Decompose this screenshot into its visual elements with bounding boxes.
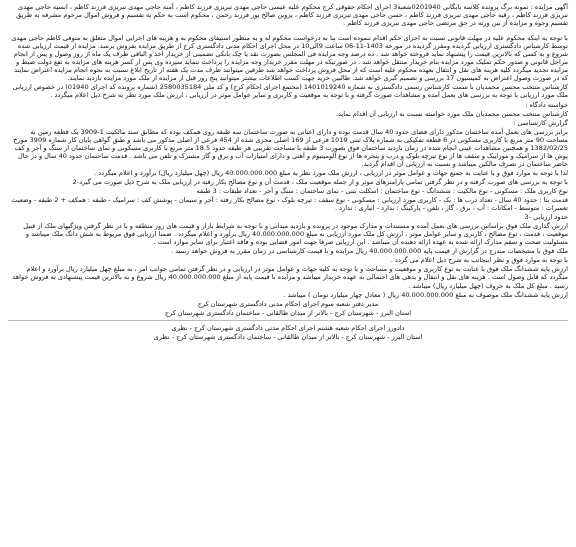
section-4-paragraph-2: ارزش پایه ششدانگ ملک موصوف به مبلغ 40.000.000.000 ریال ( معادل چهار میلیارد تومان ) میباشد . <box>283 290 568 299</box>
body-paragraph-7: لذا با توجه به موارد فوق و با عنایت به جمیع جهات و عوامل موثر در ارزیابی ، ارزش ملک مورد نظر به مبلغ 40.000.000.000 ریال (چهل میلیارد ریال) برآورد و اعلام میگردد . <box>94 168 568 177</box>
section-3-paragraph-3: با توجه به موارد فوق و نظر اینجانب به شرح ذیل اعلام می گردد . <box>390 256 568 265</box>
body-paragraph-1: با توجه به اینکه محکوم علیه در مهلت قانونی نسبت به اجرای حکم اقدام ننموده است بنا به درخواست محکوم له و به منظور استیفای محکوم به و هزینه های اجرایی اموال متعلق به متوفی کاظم حاجی مهدی توسط کارشناس دادگستری ارزیابی گردیده ومقرر گردیده در مورخه 1403-11-06 ساعت 9الی10 در محل اجرای احکام مدنی دادگستری کرج از طریق مزایده بفروش برسد. مزایده از قیمت ارزیابی شده شروع و به کسی که بالاترین قیمت را پیشنهاد نماید فروخته خواهد شد . ده درصد وجه مزایده فی المجلس بصورت نقد یا چک بانکی تضمینی از خریدار اخذ و الباقی ظرف یک ماه از روز وصول و پس از انجام مراحل قانونی و صدور حکم تملیک مورد مزایده بنام خریدار منتقل خواهد شد . در صورتیکه در مهلت مقرر خریدار وجه مزایده را پرداخت ننماید سپرده وی پس از کسر هزینه های مزایده به نفع دولت ضبط و مزایده تجدید میگردد کلیه هزینه های نقل و انتقال بعهده محکوم علیه است که از محل فروش پرداخت خواهد شد طرفین میتوانند ظرف مدت یک هفته از تاریخ ابلاغ نسبت به نحوه انجام مزایده اعتراض نمایند که در صورت وصول اعتراض به کمیسیون 17 بررسی و تصمیم گیری خواهد شد. طالبین خرید جهت کسب اطلاعات بیشتر میتوانند پنج روز قبل از مزایده از ملک مورد مزایده بازدید نمایند. <box>11 34 568 83</box>
section-3-title: حدود ارزیابی -3 <box>524 213 568 222</box>
section-4-paragraph-1: ارزش پایه ششدانگ ملک فوق با عنایت به نوع کاربری و موقعیت و مساحت و با توجه به کلیه جهات و عوامل موثر در ارزیابی و در نظر گرفتن تمامی جوانب امر ، به مبلغ چهل میلیارد ریال برآورد و اعلام میگردد که قابل وصول است . هزینه های نقل و انتقال و بدهی های احتمالی به عهده خریدار میباشد و مزایده با قیمت پایه از مبلغ 40.000.000.000 ریال شروع و به بالاترین قیمت پیشنهادی به فروش خواهد رسید . مبلغ کل ملک به حروف (چهل میلیارد ریال) میباشد . <box>12 265 568 290</box>
section-3-paragraph-1: ارزش گذاری ملک فوق براساس بررسی های بعمل آمده و مستندات و مدارک موجود در پرونده و بازدید میدانی و با توجه به شرایط بازار و قیمت های روز منطقه و با در نظر گرفتن ویژگیهای ملک از قبیل موقعیت ، قدمت ، نوع مصالح ، کاربری و سایر عوامل موثر ، ارزش کل ملک مورد ارزیابی به مبلغ 40.000.000.000 ریال برآورد و اعلام میگردد . ضمنا ارزیابی فوق مربوط به شش دانگ ملک میباشد و مسئولیت صحت و سقم مدارک ارائه شده به عهده ارائه دهنده آن میباشد . این ارزیابی صرفا جهت امور قضایی بوده و فاقد اعتبار برای سایر موارد است . <box>23 222 568 247</box>
divider <box>8 320 568 321</box>
section-3-paragraph-2: ملک فوق با مشخصات مندرج در گزارش از قیمت پایه 40.000.000.000 ریال مزایده و با قیمت کارشناسی در زمان مقرر به فروش خواهد رسید . <box>171 247 568 256</box>
footer-address: استان البرز - شهرستان کرج - بالاتر از میدان طالقانی - ساختمان دادگستری شهرستان کرج - نظری <box>153 332 423 341</box>
address-line-1: استان البرز - شهرستان کرج - بالاتر از میدان طالقانی - ساختمان دادگستری شهرستان کرج <box>164 308 412 317</box>
expert-report-heading: گزارش کارشناسی : <box>513 118 568 127</box>
body-paragraph-8: با توجه به بررسی های صورت گرفته و در نظر گرفتن تمامی پارامترهای موثر و از جمله موقعیت ملک ، قدمت آن و نوع مصالح بکار رفته در ارزیابی ملک به شرح ذیل صورت می گیرد-2 <box>72 177 568 186</box>
footer-signature: دادورز اجرای احکام شعبه هشتم اجرای احکام مدنی دادگستری شهرستان کرج - نظری <box>171 323 405 332</box>
property-specs-2: قدمت بنا : حدود 40 سال - تعداد درب ها : یک - کاربری مورد ارزیابی : مسکونی - نوع سقف : تیرچه بلوک - نوع مصالح بکار رفته : آجر و سیمان - پوشش کف : سرامیک - طبقه : همکف + 2 طبقه - وضعیت تعمیرات : متوسط - امکانات : آب ، برق ، گاز ، تلفن - پارکینگ : ندارد - انباری : ندارد . <box>11 196 568 213</box>
body-paragraph-2: کارشناس منتخب محسن محمدیان با سمت کارشناس رسمی دادگستری به شماره 1401019240 (مجتمع اجرای احکام کرج) و کد ملی 2580035184 (شماره پرونده کد اجرای 01940) در خصوص ارزیابی ملک مورد ارزیابی با توجه به بررسی های بعمل آمده و مشاهدات صورت گرفته و با توجه به موقعیت و کاربری و سایر عوامل موثر در ارزیابی ، ارزش ملک مورد نظر به شرح ذیل اعلام میگردد . <box>12 83 568 100</box>
body-paragraph-6: برابر بررسی های بعمل آمده ساختمان مذکور دارای فضای حدود 40 سال قدمت بوده و دارای اعیانی به صورت ساختمان سه طبقه روی همکف بوده که مطابق سند مالکیت 1-3909 یک قطعه زمین به مساحت 90 متر مربع با کاربری مسکونی در 6 قطعه تفکیکی به شماره پلاک ثبتی 1019 فرعی از 169 اصلی مجزی شده از 454 فرعی از اصلی مذکور می باشد و طبق گواهی پایان کار شماره 3909 مورخ 1382/02/25 و همچنین مشاهدات عینی انجام شده در زمان بازدید ساختمان فوق بصورت 3 طبقه با مساحت تقریبی هر طبقه حدود 18.5 متر مربع با کاربری مسکونی و نمای ساختمان از سنگ و آجر و کف پوش ها از سرامیک و موزاییک و سقف ها از نوع تیرچه بلوک و درب و پنجره ها از نوع آلومینیوم و آهنی و دارای امتیازات آب و برق و گاز مشترک و تلفن می باشد . قدمت ساختمان حدود 40 سال و در حال حاضر ساختمان در تصرف مالکین میباشد و نسبت به ارزیابی آن اقدام گردید. <box>13 127 568 168</box>
body-paragraph-4: کارشناس منتخب محسن محمدیان ملک مورد خواسته نسبت به ارزیابی آن اقدام نماید. <box>335 109 568 118</box>
property-specs-1: نوع کاربری ملک : مسکونی - نوع مالکیت : ششدانگ - نوع ساختمان : اسکلت بتنی - نمای ساختمان : سنگ و آجر - تعداد طبقات : 3 طبقه <box>196 186 568 195</box>
signature-line-1: مدیر دفتر شعبه سوم اجرای احکام مدنی دادگستری شهرستان کرج <box>197 299 379 308</box>
court-request-heading: خواسته دادگاه : <box>525 100 568 109</box>
header-paragraph: آگهی مزایده : نمونه برگ پرونده کلاسه بایگانی 0201940شعبه3 اجرای احکام حقوقی کرج محکوم علیه عیسی حاجی مهدی تبریزی فرزند کاظم ، آمنه حاجی مهدی تبریزی فرزند کاظم ، انسیه حاجی مهدی تبریزی فرزند کاظم ، رقیه حاجی مهدی تبریزی فرزند کاظم ، حسن حاجی مهدی تبریزی فرزند کاظم ، پروین صالح پور فرزند رحمن ، محکوم است به حکم به تقسیم و فروش اموال مرحوم مشرفه به طریق تقسیم وجوه و مزایده از بین ورثه در حق مرتضی حاجی مهدی تبریزی فرزند کاظم . <box>16 3 568 28</box>
